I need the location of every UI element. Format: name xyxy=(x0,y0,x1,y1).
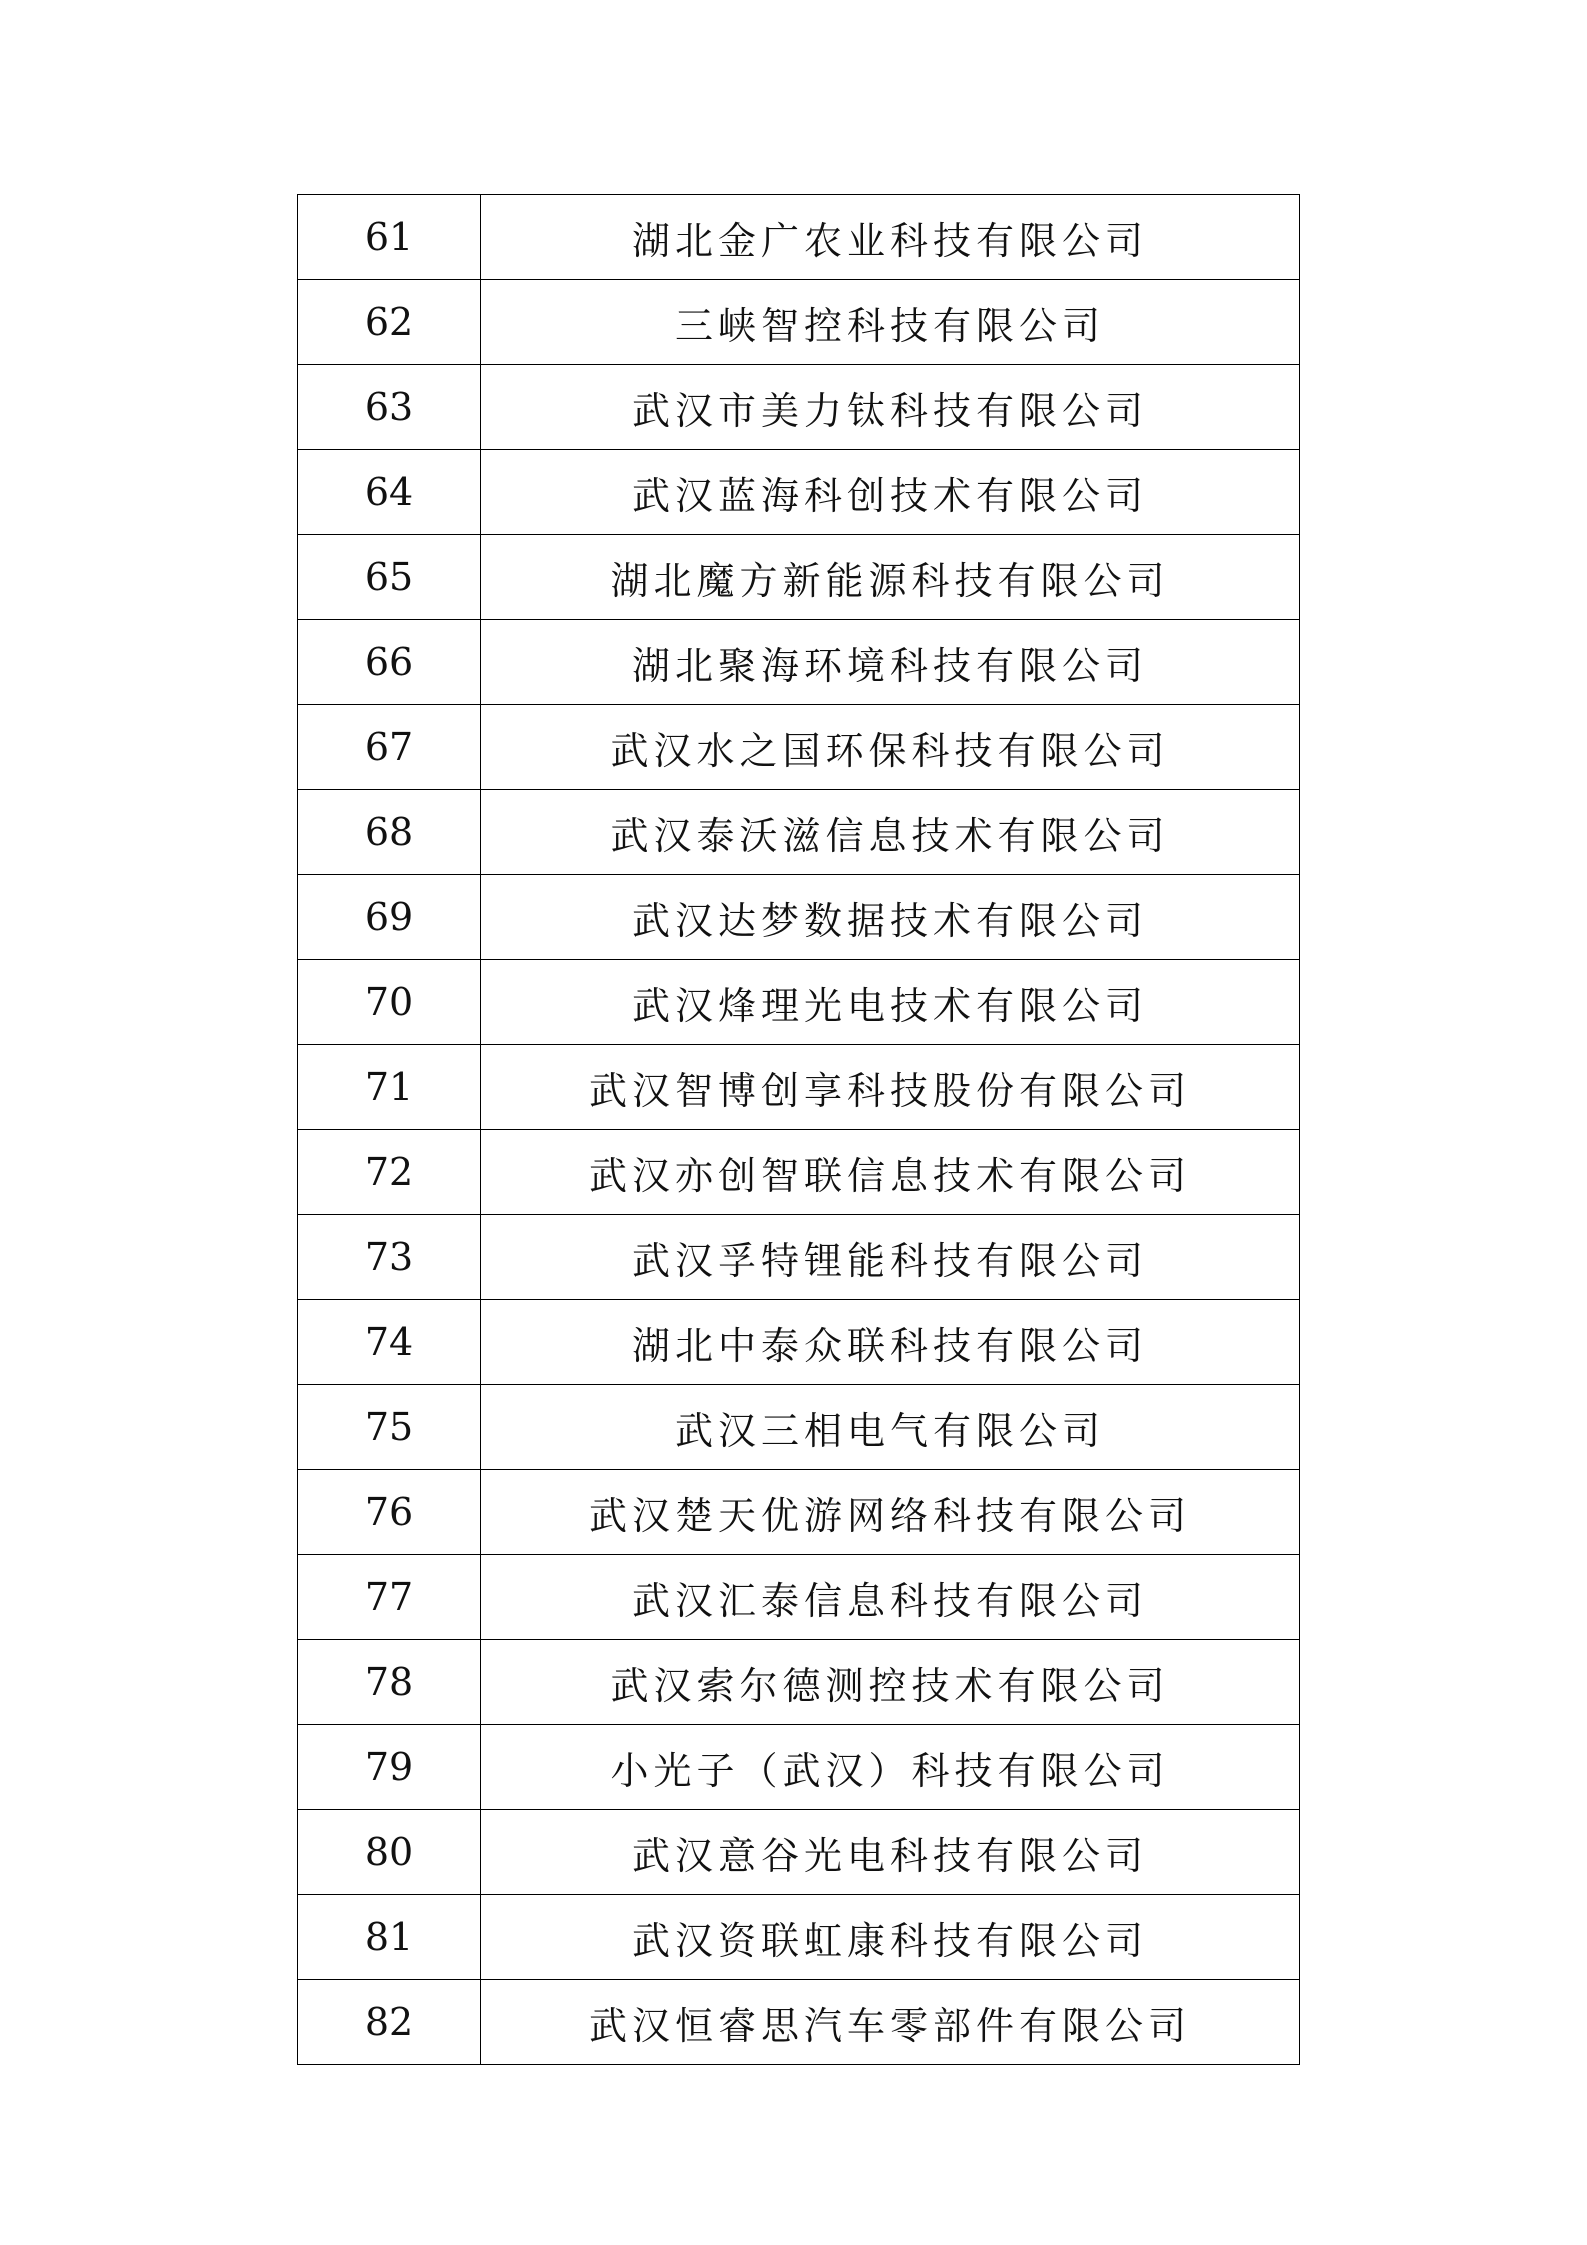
company-name-cell: 武汉孚特锂能科技有限公司 xyxy=(481,1215,1300,1300)
table-row xyxy=(298,1300,1300,1385)
row-number-cell: 63 xyxy=(298,365,481,450)
company-name-cell: 武汉三相电气有限公司 xyxy=(481,1385,1300,1470)
row-number-cell: 68 xyxy=(298,790,481,875)
table-row xyxy=(298,1725,1300,1810)
row-number-cell: 69 xyxy=(298,875,481,960)
company-name-cell: 武汉楚天优游网络科技有限公司 xyxy=(481,1470,1300,1555)
company-name-cell: 武汉意谷光电科技有限公司 xyxy=(481,1810,1300,1895)
company-name-cell: 武汉索尔德测控技术有限公司 xyxy=(481,1640,1300,1725)
company-name-cell: 武汉泰沃滋信息技术有限公司 xyxy=(481,790,1300,875)
row-number-cell: 64 xyxy=(298,450,481,535)
table-row xyxy=(298,875,1300,960)
row-number-cell: 80 xyxy=(298,1810,481,1895)
company-name-cell: 武汉蓝海科创技术有限公司 xyxy=(481,450,1300,535)
table-row xyxy=(298,450,1300,535)
table-row xyxy=(298,790,1300,875)
company-name-cell: 武汉亦创智联信息技术有限公司 xyxy=(481,1130,1300,1215)
row-number-cell: 70 xyxy=(298,960,481,1045)
table-row xyxy=(298,1215,1300,1300)
row-number-cell: 67 xyxy=(298,705,481,790)
company-name-cell: 小光子（武汉）科技有限公司 xyxy=(481,1725,1300,1810)
row-number-cell: 81 xyxy=(298,1895,481,1980)
row-number-cell: 78 xyxy=(298,1640,481,1725)
company-name-cell: 武汉资联虹康科技有限公司 xyxy=(481,1895,1300,1980)
table-row xyxy=(298,960,1300,1045)
company-name-cell: 武汉恒睿思汽车零部件有限公司 xyxy=(481,1980,1300,2065)
row-number-cell: 75 xyxy=(298,1385,481,1470)
company-list-table xyxy=(297,194,1300,2065)
table-row xyxy=(298,1895,1300,1980)
table-row xyxy=(298,620,1300,705)
company-name-cell: 武汉烽理光电技术有限公司 xyxy=(481,960,1300,1045)
table-row xyxy=(298,705,1300,790)
company-name-cell: 湖北聚海环境科技有限公司 xyxy=(481,620,1300,705)
company-name-cell: 武汉水之国环保科技有限公司 xyxy=(481,705,1300,790)
table-row xyxy=(298,1385,1300,1470)
row-number-cell: 65 xyxy=(298,535,481,620)
table-row xyxy=(298,1045,1300,1130)
company-name-cell: 湖北魔方新能源科技有限公司 xyxy=(481,535,1300,620)
company-name-cell: 武汉市美力钛科技有限公司 xyxy=(481,365,1300,450)
table-row xyxy=(298,1130,1300,1215)
row-number-cell: 73 xyxy=(298,1215,481,1300)
table-row xyxy=(298,1470,1300,1555)
row-number-cell: 74 xyxy=(298,1300,481,1385)
row-number-cell: 79 xyxy=(298,1725,481,1810)
table-row xyxy=(298,1555,1300,1640)
table-row xyxy=(298,1640,1300,1725)
company-name-cell: 武汉达梦数据技术有限公司 xyxy=(481,875,1300,960)
company-name-cell: 武汉汇泰信息科技有限公司 xyxy=(481,1555,1300,1640)
company-name-cell: 三峡智控科技有限公司 xyxy=(481,280,1300,365)
row-number-cell: 66 xyxy=(298,620,481,705)
row-number-cell: 72 xyxy=(298,1130,481,1215)
table-row xyxy=(298,365,1300,450)
table-body xyxy=(298,195,1300,2065)
table-row xyxy=(298,195,1300,280)
row-number-cell: 82 xyxy=(298,1980,481,2065)
table-row xyxy=(298,1810,1300,1895)
company-name-cell: 湖北金广农业科技有限公司 xyxy=(481,195,1300,280)
company-name-cell: 武汉智博创享科技股份有限公司 xyxy=(481,1045,1300,1130)
row-number-cell: 77 xyxy=(298,1555,481,1640)
table-row xyxy=(298,280,1300,365)
table-row xyxy=(298,535,1300,620)
table-row xyxy=(298,1980,1300,2065)
company-name-cell: 湖北中泰众联科技有限公司 xyxy=(481,1300,1300,1385)
row-number-cell: 62 xyxy=(298,280,481,365)
row-number-cell: 76 xyxy=(298,1470,481,1555)
row-number-cell: 71 xyxy=(298,1045,481,1130)
row-number-cell: 61 xyxy=(298,195,481,280)
